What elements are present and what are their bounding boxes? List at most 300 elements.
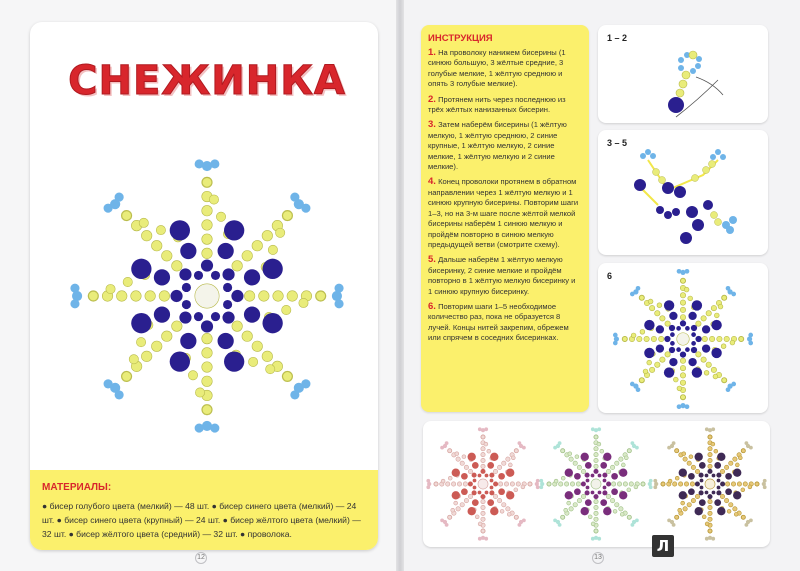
bead <box>522 446 526 450</box>
bead <box>639 295 644 300</box>
bead <box>741 488 745 492</box>
bead <box>598 474 602 478</box>
bead <box>452 469 460 477</box>
bead <box>724 336 729 341</box>
bead <box>244 291 255 302</box>
bead <box>201 259 213 271</box>
bead <box>677 269 682 274</box>
diagram-panel-step-6 <box>598 263 768 413</box>
bead <box>677 386 682 391</box>
bead <box>478 522 482 526</box>
bead <box>122 372 131 381</box>
bead <box>635 519 639 523</box>
bead <box>334 284 343 293</box>
bead <box>717 507 725 515</box>
bead <box>201 320 213 332</box>
bead <box>484 442 488 446</box>
bead <box>497 498 501 502</box>
bead <box>461 473 468 480</box>
bead <box>282 305 291 314</box>
bead <box>242 251 253 262</box>
bead <box>594 435 598 439</box>
bead <box>699 490 704 495</box>
bead <box>611 473 618 480</box>
bead <box>472 473 477 478</box>
bead <box>460 503 464 507</box>
bead <box>218 243 234 259</box>
bead <box>606 494 610 498</box>
bead <box>708 511 712 515</box>
bead <box>202 333 213 344</box>
step-text: Затем наберём бисерины (1 жёлтую мелкую, 1 жёлтую среднюю, 2 синие крупные, 1 жёлтую мелкую, 2 синие мелкие, 1 жёлтую мелкую и 2 синие мелкие). <box>428 120 567 172</box>
bead <box>484 537 488 541</box>
bead <box>567 501 571 505</box>
materials-list: ● бисер голубого цвета (мелкий) — 48 шт. ● бисер синего цвета (мелкий) — 24 шт. ● бисер синего цвета (крупный) — 24 шт. ● бисер жёлтого цвета (мелкий) — 32 шт. ● бисер жёлтого цвета (средний) — 32 шт. ● проволока. <box>42 501 361 539</box>
bead <box>490 486 494 490</box>
bead <box>559 482 563 486</box>
bead <box>627 488 631 492</box>
bead <box>170 290 182 302</box>
bead <box>680 300 685 305</box>
bead <box>457 482 461 486</box>
bead <box>691 332 696 337</box>
bead <box>717 453 725 461</box>
bead <box>664 300 674 310</box>
bead <box>714 313 719 318</box>
bead <box>564 508 568 512</box>
bead <box>498 488 505 495</box>
bead <box>202 205 213 216</box>
bead <box>451 482 455 486</box>
bead <box>223 283 232 292</box>
bead <box>669 358 677 366</box>
bead <box>487 449 491 453</box>
bead <box>591 491 595 495</box>
bead <box>478 427 482 431</box>
bead <box>498 473 505 480</box>
bead <box>188 371 197 380</box>
bead <box>224 220 244 240</box>
bead <box>252 240 263 251</box>
bead <box>262 351 273 362</box>
bead <box>581 453 589 461</box>
bead <box>70 299 79 308</box>
bead <box>252 341 263 352</box>
bead <box>629 482 633 486</box>
bead <box>122 211 131 220</box>
bead <box>154 269 170 285</box>
bead <box>690 482 694 486</box>
bead <box>115 390 124 399</box>
bead <box>478 491 482 495</box>
bead <box>745 523 749 527</box>
bead <box>636 387 641 392</box>
bead <box>692 367 702 377</box>
bead <box>700 486 704 490</box>
bead <box>702 344 710 352</box>
bead <box>489 490 494 495</box>
bead <box>70 284 79 293</box>
bead <box>565 469 573 477</box>
bead <box>653 479 657 483</box>
bead <box>506 469 514 477</box>
bead <box>478 474 482 478</box>
bead <box>705 491 709 495</box>
bead <box>451 508 455 512</box>
bead <box>730 340 735 345</box>
bead <box>748 485 752 489</box>
bead <box>619 469 627 477</box>
bead <box>156 225 165 234</box>
bead <box>688 473 695 480</box>
step-4 <box>428 177 581 250</box>
bead <box>511 456 515 460</box>
bead <box>731 482 735 486</box>
bead <box>222 311 234 323</box>
bead <box>615 461 619 465</box>
bead <box>717 336 722 341</box>
bead <box>763 479 767 483</box>
bead <box>502 503 506 507</box>
bead <box>594 499 598 503</box>
bead <box>89 291 98 300</box>
bead <box>741 449 745 453</box>
bead <box>691 325 697 331</box>
bead <box>202 348 213 359</box>
bead <box>619 507 623 511</box>
bead <box>493 469 497 473</box>
bead <box>656 344 664 352</box>
bead <box>711 320 721 330</box>
bead <box>704 370 709 375</box>
bead <box>131 259 151 279</box>
bead <box>681 395 686 400</box>
bead <box>711 427 715 431</box>
bead <box>502 461 506 465</box>
bead <box>669 325 675 331</box>
bead <box>739 337 744 342</box>
bead <box>151 341 162 352</box>
snowflake-variants <box>423 421 770 547</box>
bead <box>480 494 485 499</box>
bead <box>696 352 701 357</box>
bead <box>672 523 676 527</box>
bead <box>162 331 173 342</box>
bead <box>737 482 741 486</box>
bead <box>334 299 343 308</box>
bead <box>481 511 485 515</box>
bead <box>680 320 686 326</box>
panel-label: 1 – 2 <box>607 33 628 43</box>
bead <box>683 457 687 461</box>
bead <box>283 372 292 381</box>
bead <box>568 452 572 456</box>
bead <box>195 159 204 168</box>
bead <box>561 515 565 519</box>
bead <box>699 473 704 478</box>
bead <box>565 491 573 499</box>
bead <box>452 491 460 499</box>
bead <box>718 304 723 309</box>
bead <box>301 204 310 213</box>
bead <box>649 305 654 310</box>
bead <box>729 503 733 507</box>
bead <box>594 505 598 509</box>
bead <box>692 300 702 310</box>
bead <box>561 449 565 453</box>
variants-panel <box>423 421 770 547</box>
bead <box>643 369 648 374</box>
bead <box>231 290 243 302</box>
step-3 <box>428 120 581 172</box>
materials-title: МАТЕРИАЛЫ: <box>42 482 112 493</box>
bead <box>487 462 494 469</box>
bead <box>490 479 494 483</box>
bead <box>665 352 670 357</box>
bead <box>591 537 595 541</box>
bead <box>290 390 299 399</box>
bead <box>636 286 641 291</box>
bead <box>573 461 577 465</box>
bead <box>631 333 636 338</box>
bead <box>648 299 653 304</box>
bead <box>680 358 685 363</box>
step-number: 1. <box>428 47 436 58</box>
bead <box>630 292 635 297</box>
bead <box>685 326 690 331</box>
bead <box>680 351 686 357</box>
bead <box>707 494 712 499</box>
bead <box>639 378 644 383</box>
bead <box>669 312 677 320</box>
bead <box>518 523 522 527</box>
bead <box>461 488 468 495</box>
bead <box>627 449 631 453</box>
bead <box>484 427 488 431</box>
bead <box>481 517 485 521</box>
bead <box>640 329 645 334</box>
bead <box>630 382 635 387</box>
bead <box>696 321 701 326</box>
bead <box>561 476 565 480</box>
step-text: На проволоку нанижем бисерины (1 синюю большую, 3 жёлтые средние, 3 голубые мелкие, 1 жёлтую среднюю и опять 3 голубые мелкие). <box>428 48 566 89</box>
bead <box>680 307 685 312</box>
diagram-panel-steps-3-5 <box>598 130 768 255</box>
bead <box>679 469 687 477</box>
bead <box>569 507 573 511</box>
page-title: СНЕЖИНКА <box>68 58 346 104</box>
bead <box>290 193 299 202</box>
bead <box>487 499 494 506</box>
bead <box>593 469 598 474</box>
bead <box>600 462 607 469</box>
bead <box>738 456 742 460</box>
bead <box>182 300 191 309</box>
bead <box>180 243 196 259</box>
bead <box>678 482 682 486</box>
bead <box>481 452 485 456</box>
bead <box>721 344 726 349</box>
bead <box>653 485 657 489</box>
bead <box>691 341 696 346</box>
bead <box>649 479 653 483</box>
bead <box>749 446 753 450</box>
bead <box>619 491 627 499</box>
bead <box>670 332 675 337</box>
bead <box>216 212 225 221</box>
bead <box>316 291 325 300</box>
bead <box>299 298 308 307</box>
bead <box>574 488 581 495</box>
bead <box>733 469 741 477</box>
bead <box>581 481 586 486</box>
bead <box>681 501 685 505</box>
bead <box>701 357 706 362</box>
bead <box>695 336 701 342</box>
bead <box>611 488 618 495</box>
bead <box>749 519 753 523</box>
bead <box>649 367 654 372</box>
bead <box>602 473 607 478</box>
bead <box>705 427 709 431</box>
bead <box>585 499 592 506</box>
bead <box>661 482 665 486</box>
bead <box>709 336 714 341</box>
bead <box>536 479 540 483</box>
bead <box>699 462 706 469</box>
bead <box>577 498 581 502</box>
bead <box>588 515 592 519</box>
step-number: 5. <box>428 254 436 266</box>
bead <box>679 491 687 499</box>
bead <box>139 218 148 227</box>
bead <box>680 373 685 378</box>
bead <box>606 469 610 473</box>
bead <box>426 485 430 489</box>
bead <box>705 474 709 478</box>
bead <box>665 321 670 326</box>
bead <box>223 300 232 309</box>
bead <box>670 341 675 346</box>
bead <box>713 374 718 379</box>
bead <box>733 507 737 511</box>
bead <box>725 488 732 495</box>
bead <box>675 515 679 519</box>
bead <box>708 464 712 468</box>
bead <box>717 479 721 483</box>
bead <box>222 268 234 280</box>
step-text: Дальше наберём 1 жёлтую мелкую бисеринку, 2 синие мелкие и пройдём повторно в 1 жёлтую мелкую бисеринку и 1 синюю крупную бисеринку. <box>428 255 576 296</box>
bead <box>195 388 204 397</box>
bead <box>454 501 458 505</box>
bead <box>644 336 649 341</box>
bead <box>528 482 532 486</box>
step-2 <box>428 95 581 116</box>
bead <box>202 405 211 414</box>
bead <box>485 491 489 495</box>
bead <box>727 509 731 513</box>
bead <box>179 268 191 280</box>
bead <box>726 286 731 291</box>
bead <box>195 423 204 432</box>
bead <box>123 277 132 286</box>
bead <box>493 494 497 498</box>
bead <box>660 357 665 362</box>
instructions-box <box>421 25 589 412</box>
bead <box>735 463 739 467</box>
bead <box>610 498 614 502</box>
bead <box>644 348 654 358</box>
bead <box>514 515 518 519</box>
bead <box>211 271 220 280</box>
bead <box>687 503 691 507</box>
bead <box>594 452 598 456</box>
bead <box>493 481 498 486</box>
bead <box>141 230 152 241</box>
bead <box>558 441 562 445</box>
bead <box>172 321 183 332</box>
bead <box>680 380 685 385</box>
bead <box>591 427 595 431</box>
bead <box>649 485 653 489</box>
step-text: Протянем нить через последнюю из трёх жёлтых нанизанных бисерин. <box>428 94 566 115</box>
bead <box>700 479 704 483</box>
step-text: Повторим шаги 1–5 необходимое количество раз, пока не образуется 8 лучей. Концы нитей закрепим, обрежем или спрячем в соседних бисеринках. <box>428 301 569 343</box>
bead <box>672 441 676 445</box>
bead <box>210 423 219 432</box>
bead <box>667 519 671 523</box>
bead <box>473 479 477 483</box>
bead <box>748 333 753 338</box>
bead <box>631 523 635 527</box>
bead <box>691 465 695 469</box>
bead <box>218 333 234 349</box>
bead <box>691 347 697 353</box>
bead <box>624 456 628 460</box>
bead <box>490 507 498 515</box>
bead <box>725 482 729 486</box>
bead <box>688 488 695 495</box>
bead <box>224 351 244 371</box>
bead <box>448 476 452 480</box>
bead <box>647 360 652 365</box>
bead <box>521 485 525 489</box>
bead <box>581 494 585 498</box>
panel-label: 3 – 5 <box>607 138 628 148</box>
bead <box>684 482 688 486</box>
bead <box>159 291 170 302</box>
bead <box>478 537 482 541</box>
bead <box>603 507 611 515</box>
bead <box>262 259 282 279</box>
bead <box>675 449 679 453</box>
bead <box>725 473 732 480</box>
bead <box>708 458 712 462</box>
step-6 <box>428 302 581 344</box>
bead <box>570 482 574 486</box>
bead <box>301 379 310 388</box>
bead <box>539 479 543 483</box>
step-number: 4. <box>428 176 436 188</box>
diagram-step-6 <box>598 263 768 413</box>
bead <box>508 463 512 467</box>
bead <box>585 490 590 495</box>
bead <box>695 481 700 486</box>
bead <box>462 455 466 459</box>
bead <box>664 336 670 342</box>
bead <box>131 291 142 302</box>
bead <box>714 449 718 453</box>
